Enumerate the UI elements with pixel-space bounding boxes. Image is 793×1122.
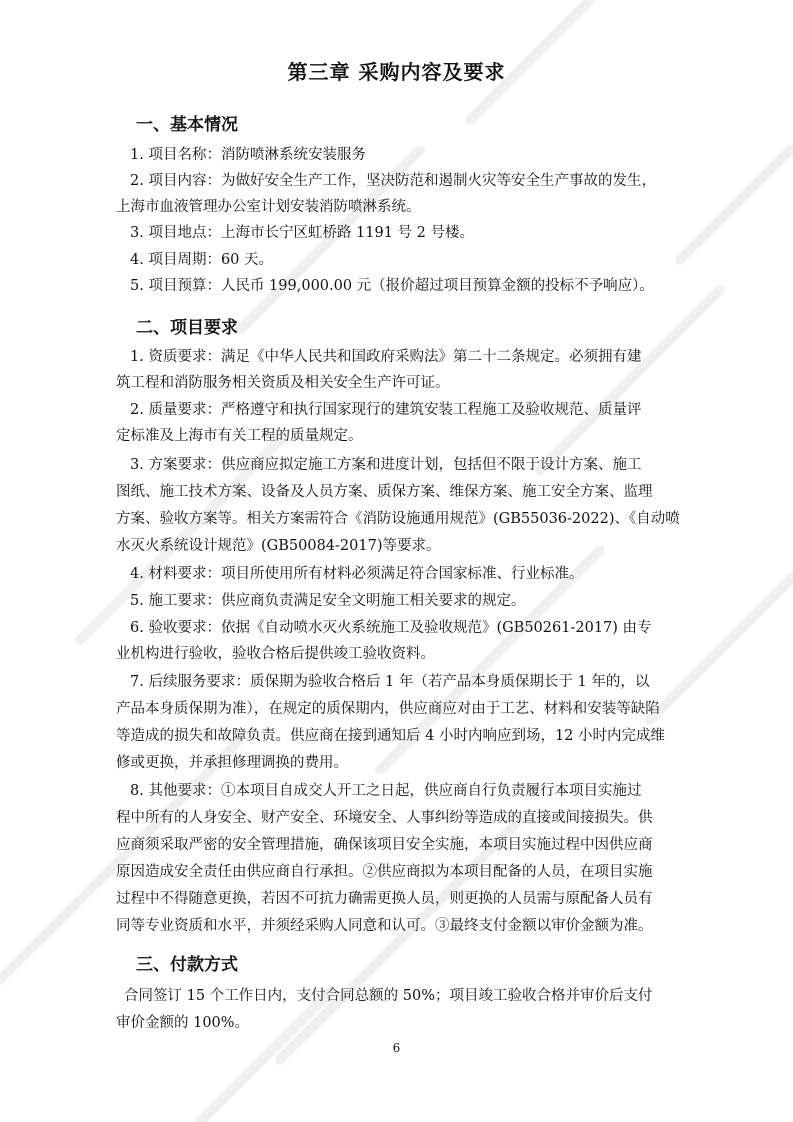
req-line-17: 8. 其他要求：①本项目自成交人开工之日起，供应商自行负责履行本项目实施过 xyxy=(130,783,642,799)
req-line-5: 3. 方案要求：供应商应拟定施工方案和进度计划，包括但不限于设计方案、施工 xyxy=(130,457,642,473)
req-line-13: 7. 后续服务要求：质保期为验收合格后 1 年（若产品本身质保期长于 1 年的，以 xyxy=(130,674,650,690)
req-line-2: 筑工程和消防服务相关资质及相关安全生产许可证。 xyxy=(116,375,450,391)
chapter-title: 第三章 采购内容及要求 xyxy=(287,60,506,84)
req-line-11: 6. 验收要求：依据《自动喷水灭火系统施工及验收规范》(GB50261-2017) 由专 xyxy=(130,620,652,636)
req-line-1: 1. 资质要求：满足《中华人民共和国政府采购法》第二十二条规定。必须拥有建 xyxy=(130,349,642,365)
basic-line-3: 上海市血液管理办公室计划安装消防喷淋系统。 xyxy=(116,199,421,215)
req-line-7: 方案、验收方案等。相关方案需符合《消防设施通用规范》(GB55036-2022)、《自动喷 xyxy=(116,511,680,527)
basic-line-1: 1. 项目名称：消防喷淋系统安装服务 xyxy=(130,147,366,163)
req-line-16: 修或更换，并承担修理调换的费用。 xyxy=(116,755,348,771)
section-heading-basic: 一、基本情况 xyxy=(136,115,238,135)
req-line-20: 原因造成安全责任由供应商自行承担。②供应商拟为本项目配备的人员，在项目实施 xyxy=(116,864,653,880)
req-line-18: 程中所有的人身安全、财产安全、环境安全、人事纠纷等造成的直接或间接损失。供 xyxy=(116,810,653,826)
req-line-9: 4. 材料要求：项目所使用所有材料必须满足符合国家标准、行业标准。 xyxy=(130,566,584,582)
section-heading-requirements: 二、项目要求 xyxy=(136,318,238,338)
req-line-19: 应商须采取严密的安全管理措施，确保该项目安全实施，本项目实施过程中因供应商 xyxy=(116,837,653,853)
basic-line-5: 4. 项目周期：60 天。 xyxy=(130,252,274,268)
req-line-22: 同等专业资质和水平，并须经采购人同意和认可。③最终支付金额以审价金额为准。 xyxy=(116,918,653,934)
req-line-6: 图纸、施工技术方案、设备及人员方案、质保方案、维保方案、施工安全方案、监理 xyxy=(116,484,653,500)
req-line-15: 等造成的损失和故障负责。供应商在接到通知后 4 小时内响应到场，12 小时内完成维 xyxy=(116,728,666,744)
basic-line-4: 3. 项目地点：上海市长宁区虹桥路 1191 号 2 号楼。 xyxy=(130,225,475,241)
req-line-14: 产品本身质保期为准），在规定的质保期内，供应商应对由于工艺、材料和安装等缺陷 xyxy=(116,701,660,717)
req-line-3: 2. 质量要求：严格遵守和执行国家现行的建筑安装工程施工及验收规范、质量评 xyxy=(130,402,642,418)
basic-line-6: 5. 项目预算：人民币 199,000.00 元（报价超过项目预算金额的投标不予响应）。 xyxy=(130,278,654,294)
req-line-4: 定标准及上海市有关工程的质量规定。 xyxy=(116,428,363,444)
req-line-8: 水灭火系统设计规范》(GB50084-2017)等要求。 xyxy=(116,538,441,554)
section-heading-payment: 三、付款方式 xyxy=(136,955,238,975)
req-line-10: 5. 施工要求：供应商负责满足安全文明施工相关要求的规定。 xyxy=(130,593,526,609)
req-line-21: 过程中不得随意更换，若因不可抗力确需更换人员，则更换的人员需与原配备人员有 xyxy=(116,891,653,907)
req-line-12: 业机构进行验收，验收合格后提供竣工验收资料。 xyxy=(116,646,435,662)
payment-line-2: 审价金额的 100%。 xyxy=(116,1015,250,1031)
payment-line-1: 合同签订 15 个工作日内，支付合同总额的 50%；项目竣工验收合格并审价后支付 xyxy=(124,988,653,1004)
page-number: 6 xyxy=(392,1041,401,1055)
basic-line-2: 2. 项目内容：为做好安全生产工作，坚决防范和遏制火灾等安全生产事故的发生， xyxy=(130,173,656,189)
